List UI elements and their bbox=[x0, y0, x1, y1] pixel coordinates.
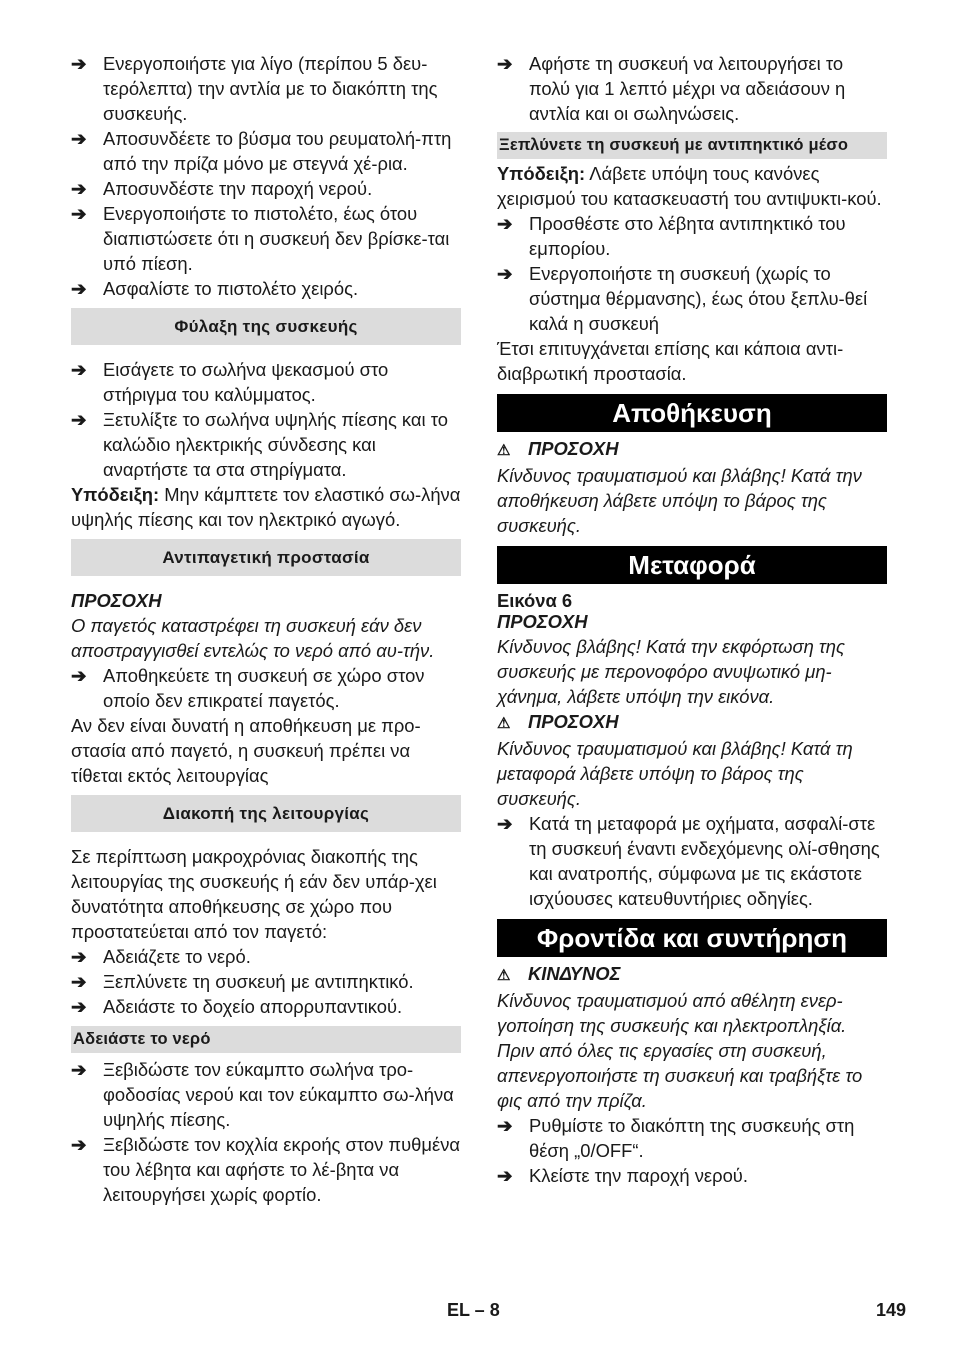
list-item: ➔ Ξεπλύνετε τη συσκευή με αντιπηκτικό. bbox=[71, 971, 414, 992]
list-item: ➔ Κατά τη μεταφορά με οχήματα, ασφαλί-στε τη συσκευή έναντι ενδεχόμενης ολί-σθησης και ανατροπής, σύμφωνα με τις εκάστοτε ισχύουσες κατευθυντήριες οδηγίες. bbox=[497, 813, 880, 909]
list-item: ➔ Αποθηκεύετε τη συσκευή σε χώρο στον οποίο δεν επικρατεί παγετός. bbox=[71, 665, 425, 711]
list-item: ➔ Ξετυλίξτε το σωλήνα υψηλής πίεσης και το καλώδιο ηλεκτρικής σύνδεσης και αναρτήστε τα στα στηρίγματα. bbox=[71, 409, 448, 480]
right-column bbox=[497, 51, 887, 1188]
list-item: ➔ Προσθέστε στο λέβητα αντιπηκτικό του εμπορίου. bbox=[497, 213, 846, 259]
list-item: ➔ Ενεργοποιήστε τη συσκευή (χωρίς το σύστημα θέρμανσης), έως ότου ξεπλυ-θεί καλά η συσκευή bbox=[497, 263, 868, 334]
caution-label: ΠΡΟΣΟΧΗ bbox=[497, 611, 588, 632]
arrow-icon: ➔ bbox=[497, 53, 513, 74]
caution-label: ⚠ ΠΡΟΣΟΧΗ bbox=[497, 436, 887, 463]
arrow-icon: ➔ bbox=[497, 263, 513, 284]
subsection-heading-drain: Αδειάστε το νερό bbox=[71, 1026, 461, 1053]
warning-icon: ⚠ bbox=[497, 967, 511, 984]
arrow-icon: ➔ bbox=[71, 203, 87, 224]
warning-icon: ⚠ bbox=[497, 442, 511, 459]
section-title-care: Φροντίδα και συντήρηση bbox=[497, 919, 887, 957]
arrow-icon: ➔ bbox=[71, 359, 87, 380]
left-column bbox=[71, 51, 461, 1207]
section-heading-shutdown: Διακοπή της λειτουργίας bbox=[71, 795, 461, 832]
figure-reference: Εικόνα 6 bbox=[497, 590, 573, 611]
section-heading-storage: Φύλαξη της συσκευής bbox=[71, 308, 461, 345]
arrow-icon: ➔ bbox=[71, 53, 87, 74]
arrow-icon: ➔ bbox=[497, 813, 513, 834]
paragraph: Αν δεν είναι δυνατή η αποθήκευση με προ-στασία από παγετό, η συσκευή πρέπει να τίθεται εκτός λειτουργίας bbox=[71, 715, 421, 786]
list-item: ➔ Αδειάστε το δοχείο απορρυπαντικού. bbox=[71, 996, 403, 1017]
list-item: ➔ Ασφαλίστε το πιστολέτο χειρός. bbox=[71, 278, 359, 299]
list-item: ➔ Ξεβιδώστε τον κοχλία εκροής στον πυθμένα του λέβητα και αφήστε το λέ-βητα να λειτουργήσει χωρίς φορτίο. bbox=[71, 1134, 461, 1205]
list-item: ➔ Ενεργοποιήστε το πιστολέτο, έως ότου διαπιστώσετε ότι η συσκευή δεν βρίσκε-ται υπό πίεση. bbox=[71, 203, 450, 274]
list-item: ➔ Ρυθμίστε το διακόπτη της συσκευής στη θέση „0/OFF“. bbox=[497, 1115, 855, 1161]
footer-language-page: EL – 8 bbox=[447, 1300, 500, 1320]
arrow-icon: ➔ bbox=[71, 1059, 87, 1080]
danger-text: Κίνδυνος τραυματισμού από αθέλητη ενερ-γοποίηση της συσκευής και ηλεκτροπληξία. Πριν από όλες τις εργασίες στη συσκευή, απενεργοποιήστε τη συσκευή και τραβήξτε το φις από την πρίζα. bbox=[497, 990, 863, 1111]
subsection-heading-rinse: Ξεπλύνετε τη συσκευή με αντιπηκτικό μέσο bbox=[497, 132, 887, 159]
note-label: Υπόδειξη: bbox=[497, 163, 586, 184]
section-title-transport: Μεταφορά bbox=[497, 546, 887, 584]
list-item: ➔ Αποσυνδέστε την παροχή νερού. bbox=[71, 178, 373, 199]
arrow-icon: ➔ bbox=[71, 278, 87, 299]
arrow-icon: ➔ bbox=[71, 971, 87, 992]
list-item: ➔ Ξεβιδώστε τον εύκαμπτο σωλήνα τρο-φοδοσίας νερού και τον εύκαμπτο σω-λήνα υψηλής πίεσης. bbox=[71, 1059, 454, 1130]
arrow-icon: ➔ bbox=[497, 213, 513, 234]
caution-label: ⚠ ΠΡΟΣΟΧΗ bbox=[497, 709, 887, 736]
page-number: 149 bbox=[876, 1300, 907, 1320]
caution-text: Κίνδυνος τραυματισμού και βλάβης! Κατά την αποθήκευση λάβετε υπόψη το βάρος της συσκευής. bbox=[497, 465, 862, 536]
paragraph: Έτσι επιτυγχάνεται επίσης και κάποια αντι-διαβρωτική προστασία. bbox=[497, 338, 844, 384]
note-paragraph: Υπόδειξη: Μην κάμπτετε τον ελαστικό σω-λήνα υψηλής πίεσης και τον ηλεκτρικό αγωγό. bbox=[71, 484, 461, 530]
list-item: ➔ Αφήστε τη συσκευή να λειτουργήσει το πολύ για 1 λεπτό μέχρι να αδειάσουν η αντλία και οι σωληνώσεις. bbox=[497, 53, 846, 124]
caution-text: Ο παγετός καταστρέφει τη συσκευή εάν δεν αποστραγγισθεί εντελώς το νερό από αυ-τήν. bbox=[71, 615, 435, 661]
list-item: ➔ Κλείστε την παροχή νερού. bbox=[497, 1165, 748, 1186]
arrow-icon: ➔ bbox=[71, 128, 87, 149]
list-item: ➔ Εισάγετε το σωλήνα ψεκασμού στο στήριγμα του καλύμματος. bbox=[71, 359, 389, 405]
arrow-icon: ➔ bbox=[71, 409, 87, 430]
arrow-icon: ➔ bbox=[71, 1134, 87, 1155]
warning-icon: ⚠ bbox=[497, 715, 511, 732]
caution-text: Κίνδυνος τραυματισμού και βλάβης! Κατά τη μεταφορά λάβετε υπόψη το βάρος της συσκευής. bbox=[497, 738, 853, 809]
arrow-icon: ➔ bbox=[71, 996, 87, 1017]
arrow-icon: ➔ bbox=[497, 1115, 513, 1136]
paragraph: Σε περίπτωση μακροχρόνιας διακοπής της λειτουργίας της συσκευής ή εάν δεν υπάρ-χει δυνατότητα αποθήκευσης σε χώρο που προστατεύεται από τον παγετό: bbox=[71, 846, 437, 942]
caution-text: Κίνδυνος βλάβης! Κατά την εκφόρτωση της συσκευής με περονοφόρο ανυψωτικό μη-χάνημα, λάβετε υπόψη την εικόνα. bbox=[497, 636, 845, 707]
note-label: Υπόδειξη: bbox=[71, 484, 160, 505]
arrow-icon: ➔ bbox=[71, 665, 87, 686]
caution-label: ΠΡΟΣΟΧΗ bbox=[71, 590, 162, 611]
list-item: ➔ Ενεργοποιήστε για λίγο (περίπου 5 δευ-τερόλεπτα) την αντλία με το διακόπτη της συσκευής. bbox=[71, 53, 438, 124]
arrow-icon: ➔ bbox=[497, 1165, 513, 1186]
list-item: ➔ Αδειάζετε το νερό. bbox=[71, 946, 251, 967]
section-title-storage: Αποθήκευση bbox=[497, 394, 887, 432]
section-heading-frost: Αντιπαγετική προστασία bbox=[71, 539, 461, 576]
list-item: ➔ Αποσυνδέετε το βύσμα του ρευματολή-πτη από την πρίζα μόνο με στεγνά χέ-ρια. bbox=[71, 128, 452, 174]
danger-label: ⚠ ΚΙΝΔΥΝΟΣ bbox=[497, 961, 887, 988]
arrow-icon: ➔ bbox=[71, 946, 87, 967]
arrow-icon: ➔ bbox=[71, 178, 87, 199]
note-paragraph: Υπόδειξη: Λάβετε υπόψη τους κανόνες χειρισμού του κατασκευαστή του αντιψυκτι-κού. bbox=[497, 163, 882, 209]
